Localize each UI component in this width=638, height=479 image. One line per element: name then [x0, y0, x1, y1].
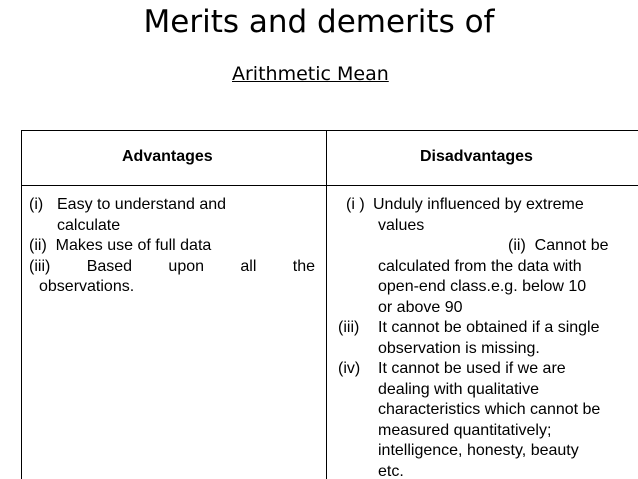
- list-item-line: or above 90: [378, 298, 463, 316]
- list-item: [335, 318, 635, 359]
- list-item-line: Cannot be: [534, 237, 609, 254]
- list-item-line: observations.: [39, 278, 135, 295]
- list-item-line: etc.: [378, 462, 404, 479]
- list-item-line: characteristics which cannot be: [378, 401, 601, 418]
- list-item-first-line: [378, 236, 635, 257]
- list-marker: (ii): [29, 237, 47, 254]
- list-item-line: observation is missing.: [378, 339, 540, 357]
- list-marker: (ii): [508, 237, 526, 254]
- list-item: [29, 195, 317, 236]
- list-marker: (iii): [29, 257, 51, 275]
- justified-line: [29, 257, 315, 278]
- list-item-line: calculated from the data with: [378, 257, 582, 275]
- advantages-cell: [29, 195, 317, 298]
- list-item: [335, 195, 635, 236]
- disadvantages-cell: [335, 195, 635, 479]
- list-marker: (i ): [346, 196, 365, 213]
- list-item-line: Easy to understand and: [57, 196, 227, 213]
- list-item-line: values: [378, 216, 425, 234]
- header-disadvantages: Disadvantages: [420, 148, 533, 165]
- comparison-table: [21, 130, 638, 479]
- table-header-row: [22, 131, 638, 186]
- list-marker: (iv): [338, 360, 361, 377]
- word: the: [292, 257, 315, 275]
- list-item: [335, 236, 635, 318]
- list-item: [29, 257, 317, 298]
- header-advantages: Advantages: [122, 148, 213, 165]
- list-item-line: intelligence, honesty, beauty: [378, 442, 579, 459]
- slide-title: Merits and demerits of: [143, 4, 495, 40]
- list-item-line: Makes use of full data: [55, 237, 212, 254]
- list-item-line: calculate: [57, 216, 121, 234]
- list-item-line: Unduly influenced by extreme: [373, 196, 584, 213]
- list-item-line: It cannot be used if we are: [378, 360, 566, 377]
- word: all: [240, 257, 257, 275]
- list-marker: (iii): [338, 319, 360, 336]
- list-item-line: dealing with qualitative: [378, 380, 539, 398]
- slide-subtitle: Arithmetic Mean: [232, 63, 389, 85]
- column-divider: [326, 131, 327, 479]
- list-item-line: open-end class.e.g. below 10: [378, 278, 587, 295]
- list-item: [335, 359, 635, 479]
- list-marker: (i): [29, 196, 44, 213]
- list-item-line: measured quantitatively;: [378, 421, 552, 439]
- list-item: [29, 236, 317, 257]
- word: upon: [168, 257, 205, 275]
- list-item-line: It cannot be obtained if a single: [378, 319, 600, 336]
- word: Based: [86, 257, 133, 275]
